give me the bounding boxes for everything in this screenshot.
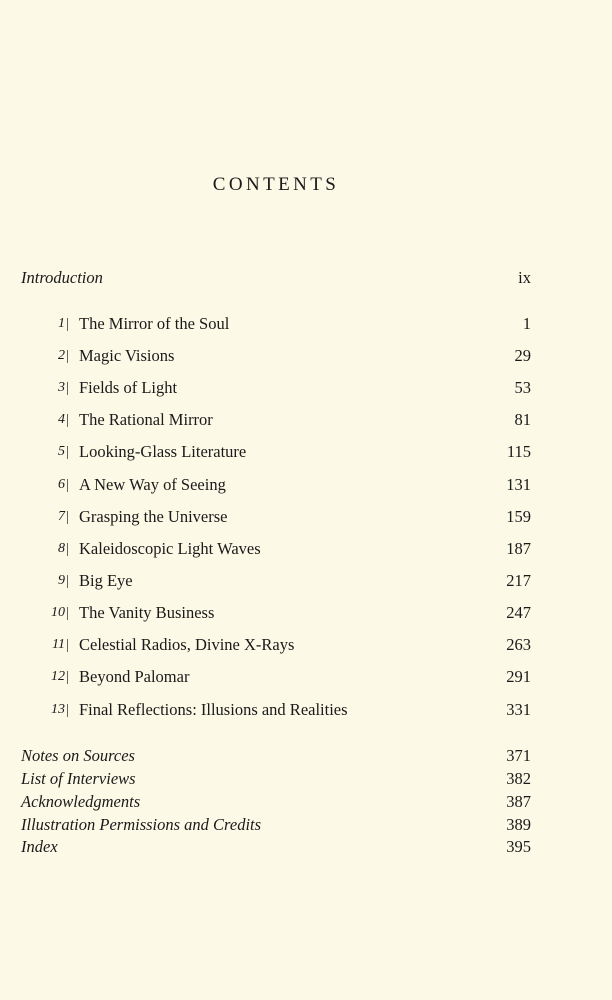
toc-chapter-9[interactable] bbox=[21, 570, 531, 592]
chapter-page: 159 bbox=[506, 507, 531, 526]
toc-entry-page: 387 bbox=[506, 792, 531, 811]
toc-chapter-6[interactable] bbox=[21, 474, 531, 496]
toc-entry-label: Illustration Permissions and Credits bbox=[21, 815, 262, 834]
chapter-page: 131 bbox=[506, 475, 531, 494]
toc-entry-list-of-interviews[interactable] bbox=[21, 768, 531, 790]
chapter-title: Looking-Glass Literature bbox=[79, 442, 247, 461]
chapter-page: 81 bbox=[514, 410, 531, 429]
chapter-divider bbox=[67, 318, 68, 331]
chapter-divider bbox=[67, 607, 68, 620]
toc-entry-page: 382 bbox=[506, 769, 531, 788]
toc-entry-page: ix bbox=[518, 268, 531, 287]
chapter-number: 5 bbox=[58, 444, 65, 459]
toc-chapter-5[interactable] bbox=[21, 441, 531, 463]
chapter-divider bbox=[67, 479, 68, 492]
chapter-title: Beyond Palomar bbox=[79, 667, 190, 686]
chapter-number: 10 bbox=[51, 605, 65, 620]
toc-entry-page: 389 bbox=[506, 815, 531, 834]
toc-entry-introduction[interactable] bbox=[21, 267, 531, 289]
toc-chapter-13[interactable] bbox=[21, 699, 531, 721]
chapter-title: The Mirror of the Soul bbox=[79, 314, 230, 333]
toc-entry-label: Introduction bbox=[21, 268, 103, 287]
chapter-number: 6 bbox=[58, 477, 65, 492]
chapter-title: The Rational Mirror bbox=[79, 410, 213, 429]
toc-chapter-11[interactable] bbox=[21, 634, 531, 656]
toc-chapter-10[interactable] bbox=[21, 602, 531, 624]
toc-chapter-3[interactable] bbox=[21, 377, 531, 399]
toc-chapter-8[interactable] bbox=[21, 538, 531, 560]
chapter-page: 187 bbox=[506, 539, 531, 558]
toc-chapter-12[interactable] bbox=[21, 666, 531, 688]
chapter-divider bbox=[67, 575, 68, 588]
chapter-number: 7 bbox=[58, 509, 65, 524]
chapter-title: Final Reflections: Illusions and Realities bbox=[79, 700, 348, 719]
toc-entry-label: Index bbox=[21, 837, 58, 856]
chapter-number: 1 bbox=[58, 316, 65, 331]
toc-chapter-2[interactable] bbox=[21, 345, 531, 367]
chapter-number: 13 bbox=[51, 702, 65, 717]
toc-chapter-1[interactable] bbox=[21, 313, 531, 335]
chapter-page: 291 bbox=[506, 667, 531, 686]
chapter-divider bbox=[67, 511, 68, 524]
chapter-number: 3 bbox=[58, 380, 65, 395]
chapter-number: 11 bbox=[52, 637, 65, 652]
chapter-title: Magic Visions bbox=[79, 346, 175, 365]
toc-entry-page: 395 bbox=[506, 837, 531, 856]
chapter-title: Fields of Light bbox=[79, 378, 178, 397]
chapter-title: Kaleidoscopic Light Waves bbox=[79, 539, 261, 558]
toc-entry-label: Notes on Sources bbox=[21, 746, 135, 765]
chapter-divider bbox=[67, 704, 68, 717]
toc-entry-page: 371 bbox=[506, 746, 531, 765]
chapter-divider bbox=[67, 414, 68, 427]
toc-chapter-7[interactable] bbox=[21, 506, 531, 528]
page-title bbox=[0, 174, 552, 196]
chapter-number: 12 bbox=[51, 669, 65, 684]
toc-entry-label: Acknowledgments bbox=[21, 792, 141, 811]
chapter-page: 217 bbox=[506, 571, 531, 590]
chapter-title: A New Way of Seeing bbox=[79, 475, 226, 494]
chapter-page: 1 bbox=[522, 314, 531, 333]
chapter-number: 8 bbox=[58, 541, 65, 556]
chapter-page: 263 bbox=[506, 635, 531, 654]
chapter-title: The Vanity Business bbox=[79, 603, 215, 622]
chapter-divider bbox=[67, 350, 68, 363]
chapter-page: 115 bbox=[506, 442, 531, 461]
chapter-page: 53 bbox=[514, 378, 531, 397]
chapter-number: 9 bbox=[58, 573, 65, 588]
chapter-page: 331 bbox=[506, 700, 531, 719]
page-title-text: CONTENTS bbox=[212, 174, 340, 195]
chapter-title: Big Eye bbox=[79, 571, 133, 590]
chapter-page: 29 bbox=[514, 346, 531, 365]
chapter-page: 247 bbox=[506, 603, 531, 622]
chapter-number: 4 bbox=[58, 412, 65, 427]
chapter-divider bbox=[67, 382, 68, 395]
toc-chapter-4[interactable] bbox=[21, 409, 531, 431]
toc-entry-illustration-permissions[interactable] bbox=[21, 814, 531, 836]
toc-entry-acknowledgments[interactable] bbox=[21, 791, 531, 813]
toc-entry-notes-on-sources[interactable] bbox=[21, 745, 531, 767]
toc-entry-index[interactable] bbox=[21, 836, 531, 858]
chapter-divider bbox=[67, 446, 68, 459]
chapter-divider bbox=[67, 543, 68, 556]
chapter-divider bbox=[67, 639, 68, 652]
chapter-number: 2 bbox=[58, 348, 65, 363]
chapter-divider bbox=[67, 671, 68, 684]
toc-entry-label: List of Interviews bbox=[21, 769, 136, 788]
chapter-title: Celestial Radios, Divine X-Rays bbox=[79, 635, 295, 654]
chapter-title: Grasping the Universe bbox=[79, 507, 228, 526]
